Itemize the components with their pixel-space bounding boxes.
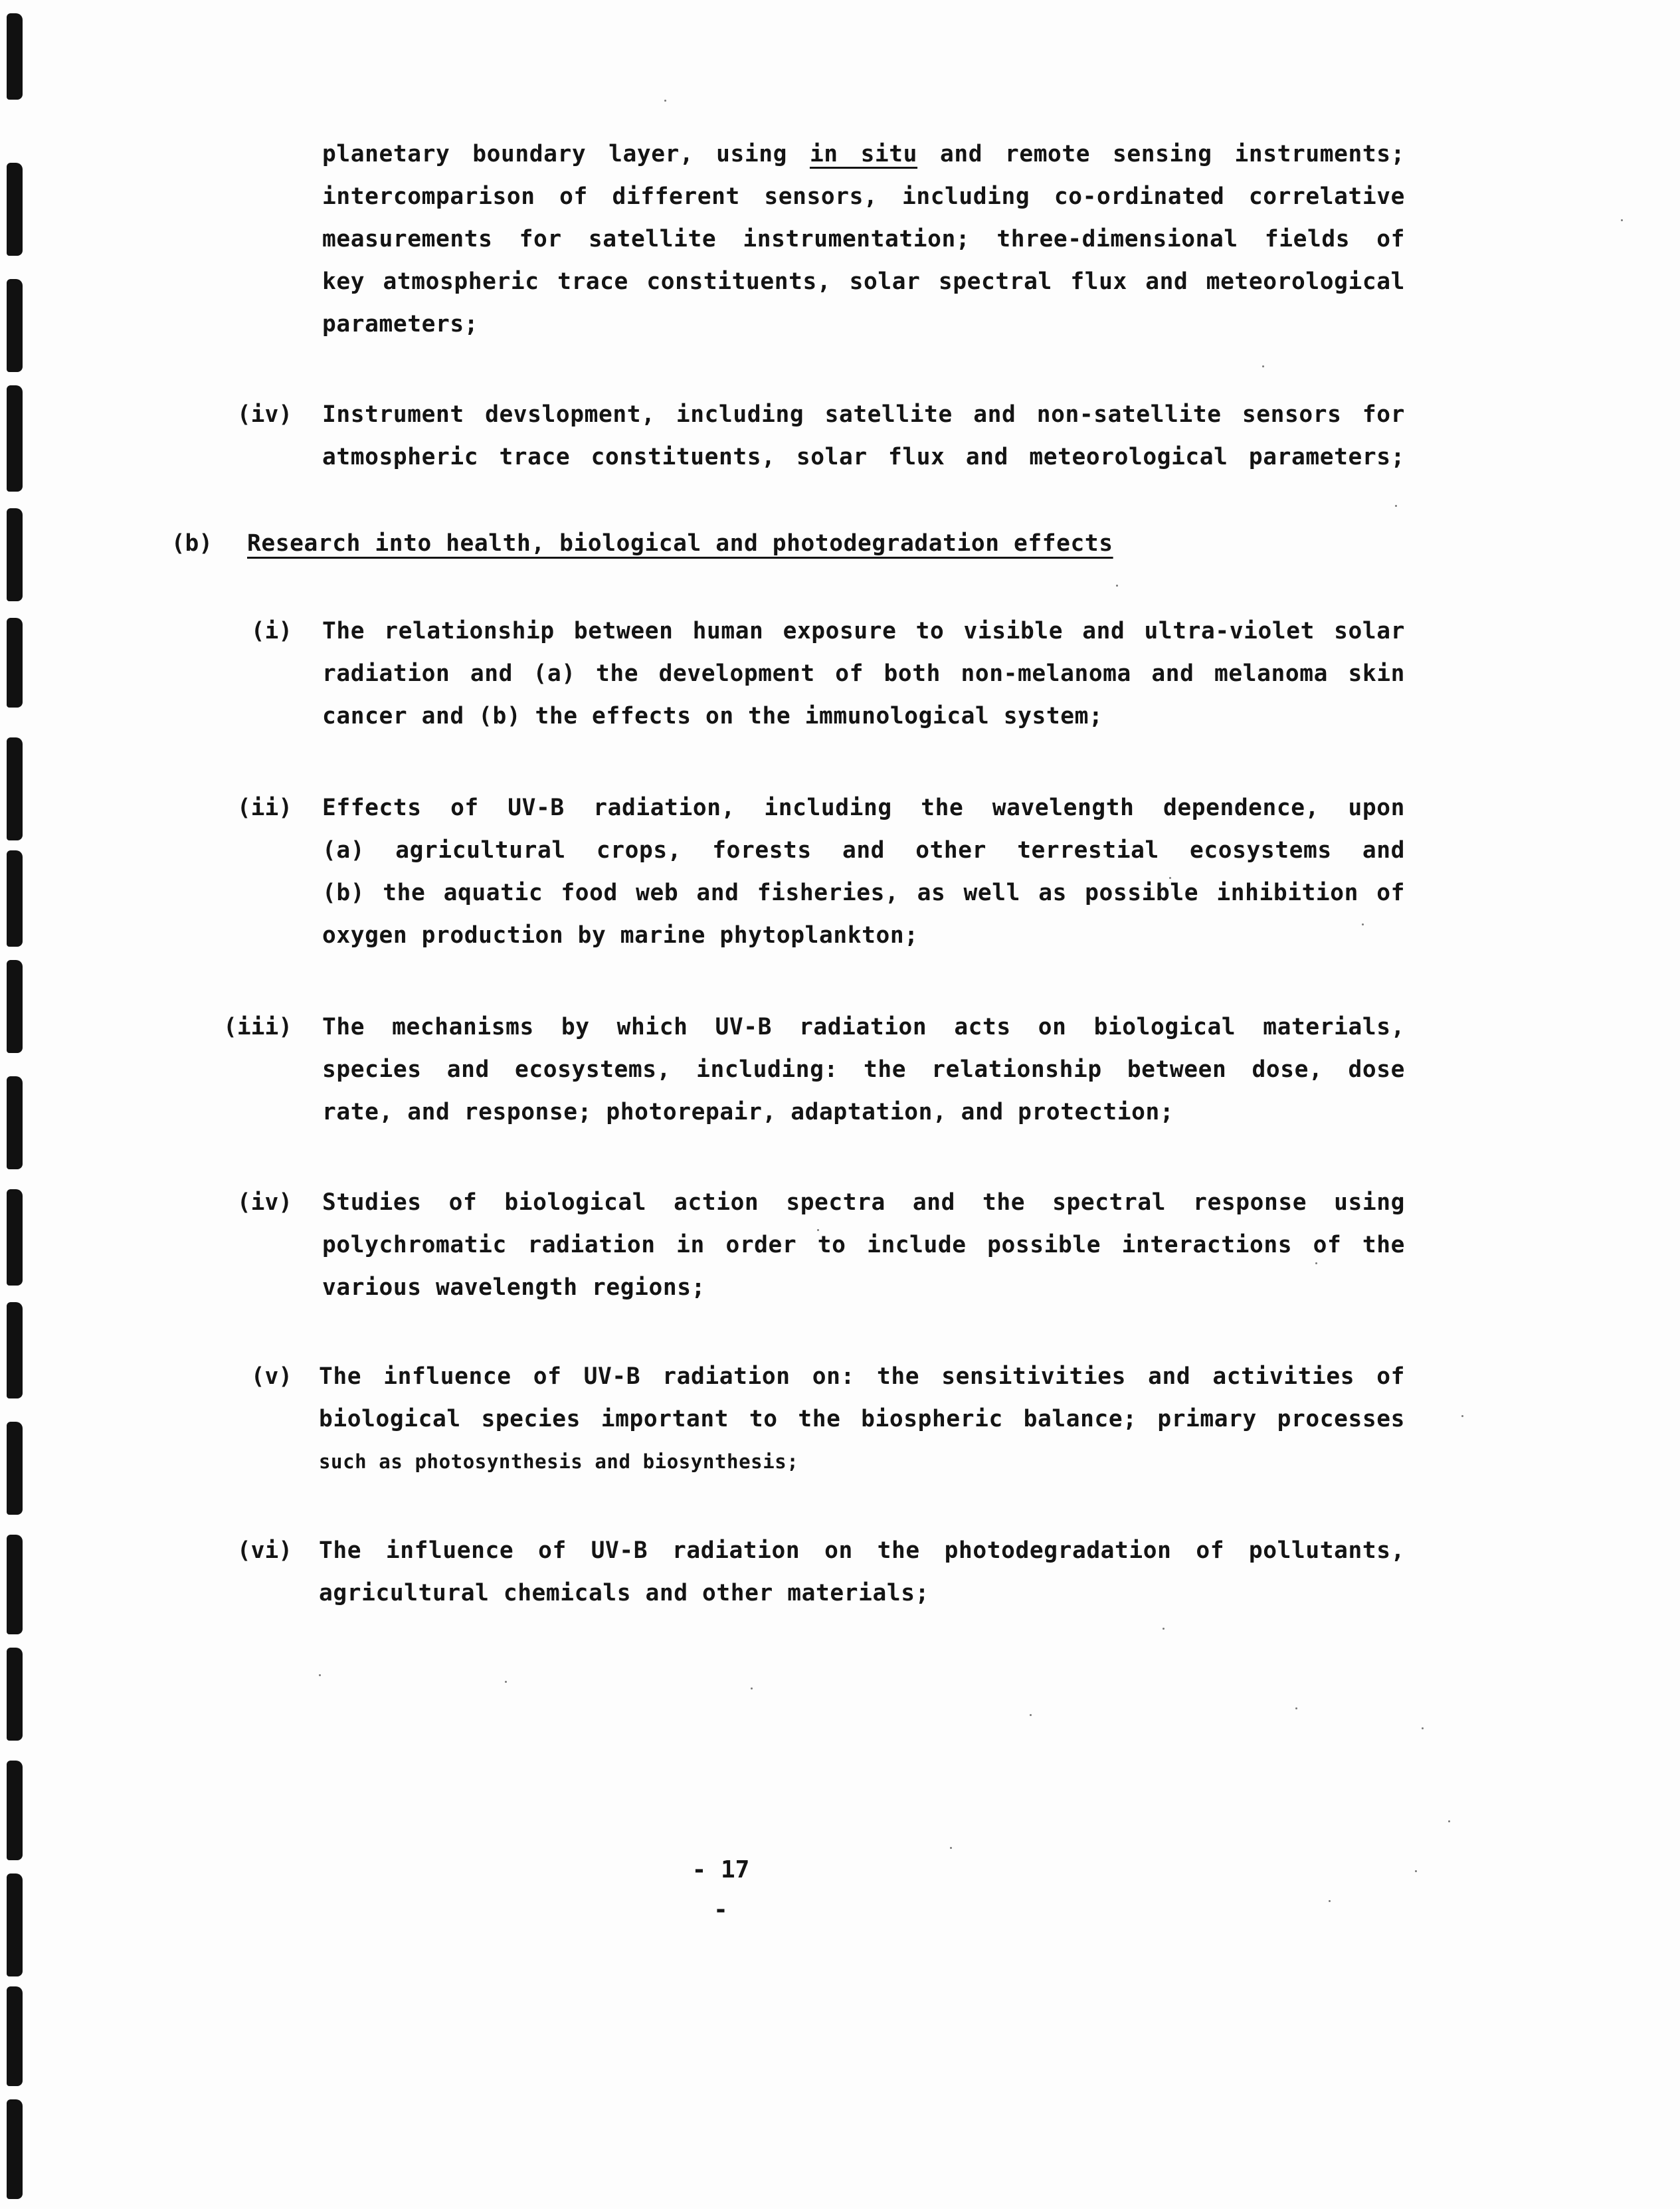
text-line: planetary boundary layer, using in situ and remote sensing instruments; <box>322 141 1405 167</box>
binder-hole-mark <box>7 1873 23 1976</box>
text-line: (b) the aquatic food web and fisheries, as well as possible inhibition of <box>322 880 1405 906</box>
text-line: intercomparison of different sensors, including co-ordinated correlative <box>322 183 1405 210</box>
binder-hole-mark <box>7 737 23 840</box>
speck <box>664 100 666 102</box>
text-line: various wavelength regions; <box>322 1274 706 1301</box>
text-line: key atmospheric trace constituents, solar spectral flux and meteorological <box>322 268 1405 295</box>
list-item-text <box>322 610 1405 737</box>
binder-hole-mark <box>7 1648 23 1741</box>
speck <box>1315 1262 1317 1264</box>
section-marker: (b) <box>171 530 213 557</box>
text-line: Instrument devslopment, including satellite and non-satellite sensors for <box>322 401 1405 428</box>
text-line: Effects of UV-B radiation, including the wavelength dependence, upon <box>322 795 1405 821</box>
binder-hole-mark <box>7 960 23 1053</box>
list-item-text <box>322 1006 1405 1133</box>
text-line: polychromatic radiation in order to include possible interactions of the <box>322 1232 1405 1258</box>
binder-hole-mark <box>7 1535 23 1634</box>
section-heading: Research into health, biological and photodegradation effects <box>247 530 1113 557</box>
text-line: biological species important to the biospheric balance; primary processes <box>319 1406 1405 1432</box>
speck <box>751 1687 753 1689</box>
speck <box>1415 1870 1417 1872</box>
speck <box>1621 219 1623 221</box>
speck <box>1030 1714 1032 1716</box>
binder-hole-mark <box>7 1761 23 1860</box>
list-marker: (iv) <box>236 401 292 428</box>
binder-hole-mark <box>7 385 23 492</box>
speck <box>950 1847 952 1849</box>
page-number: - 17 - <box>692 1856 750 1923</box>
list-marker: (ii) <box>236 795 292 821</box>
text-line: cancer and (b) the effects on the immunological system; <box>322 703 1103 729</box>
text-line: such as photosynthesis and biosynthesis; <box>319 1450 799 1473</box>
speck <box>1461 1415 1463 1417</box>
binder-hole-mark <box>7 163 23 256</box>
list-marker: (iii) <box>223 1014 292 1040</box>
text-line: atmospheric trace constituents, solar flux and meteorological parameters; <box>322 444 1405 470</box>
list-marker: (iv) <box>236 1189 292 1216</box>
binder-hole-mark <box>7 1302 23 1398</box>
speck <box>1116 585 1118 587</box>
binder-hole-mark <box>7 13 23 100</box>
text-line: measurements for satellite instrumentation; three-dimensional fields of <box>322 226 1405 252</box>
list-marker: (v) <box>250 1363 292 1390</box>
speck <box>1362 923 1364 925</box>
text-line: The influence of UV-B radiation on the photodegradation of pollutants, <box>319 1537 1405 1564</box>
speck <box>1448 1820 1450 1822</box>
text-line: agricultural chemicals and other materials; <box>319 1580 929 1606</box>
speck <box>817 1229 819 1231</box>
binder-hole-mark <box>7 2099 23 2199</box>
text-line: Studies of biological action spectra and the spectral response using <box>322 1189 1405 1216</box>
list-item-text <box>322 1181 1405 1309</box>
list-marker: (i) <box>250 618 292 644</box>
text-line: The influence of UV-B radiation on: the sensitivities and activities of <box>319 1363 1405 1390</box>
binder-hole-mark <box>7 1422 23 1515</box>
binder-hole-mark <box>7 618 23 708</box>
text-line: species and ecosystems, including: the relationship between dose, dose <box>322 1056 1405 1083</box>
speck <box>1395 505 1397 507</box>
binder-hole-mark <box>7 508 23 601</box>
binder-hole-mark <box>7 850 23 947</box>
list-item-text <box>322 393 1405 478</box>
list-item-text <box>319 1355 1405 1483</box>
speck <box>1295 1707 1297 1709</box>
speck <box>505 1681 507 1683</box>
text-line: The relationship between human exposure to visible and ultra-violet solar <box>322 618 1405 644</box>
speck <box>1262 365 1264 367</box>
speck <box>1422 1727 1424 1729</box>
speck <box>319 1674 321 1676</box>
binder-hole-mark <box>7 1189 23 1286</box>
speck <box>1169 877 1171 879</box>
binder-hole-mark <box>7 1986 23 2086</box>
continuation-paragraph <box>322 133 1405 345</box>
speck <box>1163 1628 1165 1630</box>
text-line: The mechanisms by which UV-B radiation acts on biological materials, <box>322 1014 1405 1040</box>
binder-hole-mark <box>7 279 23 372</box>
underlined-term: in situ <box>809 141 918 167</box>
text-line: (a) agricultural crops, forests and other terrestial ecosystems and <box>322 837 1405 864</box>
speck <box>1329 1900 1331 1902</box>
list-item-text <box>319 1529 1405 1614</box>
text-line: rate, and response; photorepair, adaptation, and protection; <box>322 1099 1174 1125</box>
list-marker: (vi) <box>236 1537 292 1564</box>
list-item-text <box>322 787 1405 957</box>
text-line: oxygen production by marine phytoplankton; <box>322 922 919 949</box>
binder-hole-mark <box>7 1076 23 1169</box>
text-line: parameters; <box>322 311 479 337</box>
text-line: radiation and (a) the development of both non-melanoma and melanoma skin <box>322 660 1405 687</box>
